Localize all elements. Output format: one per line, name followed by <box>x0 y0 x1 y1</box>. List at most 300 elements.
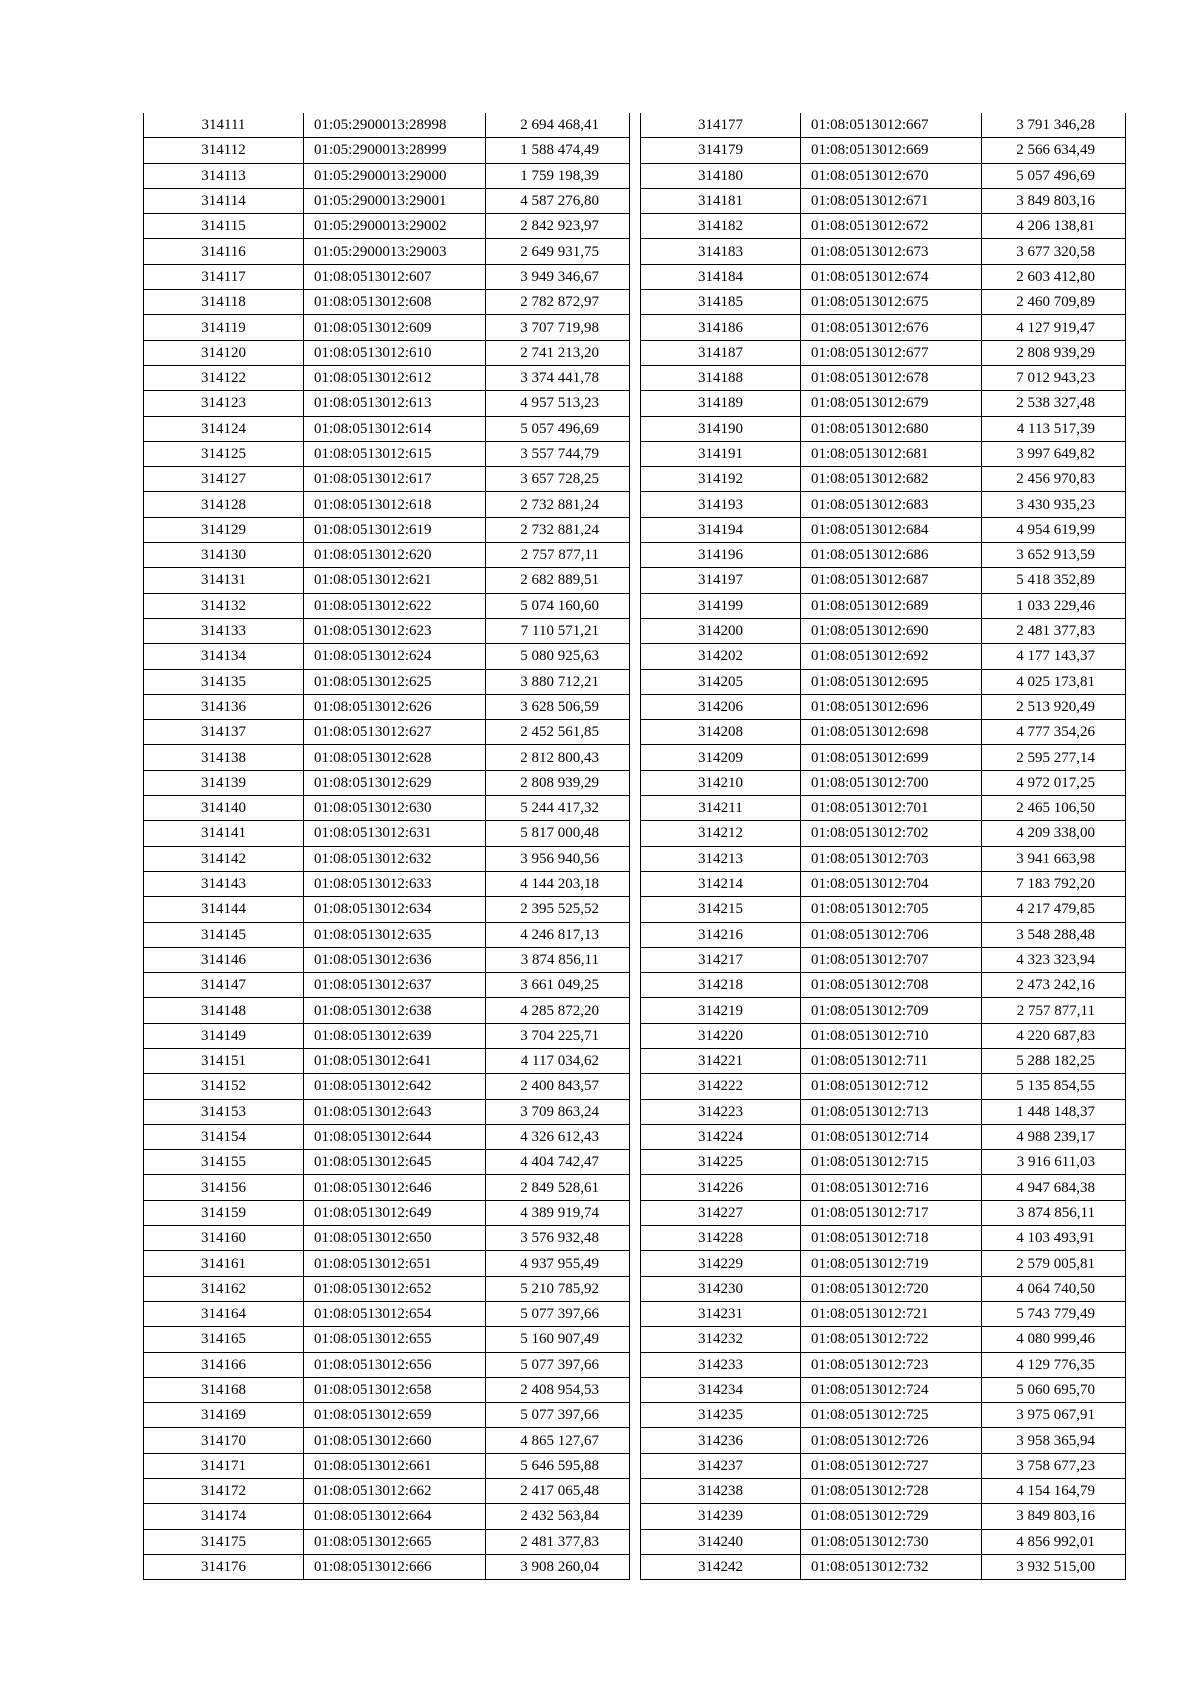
cadastral-number-cell: 01:08:0513012:686 <box>801 543 982 568</box>
row-id-cell: 314164 <box>144 1301 304 1326</box>
table-row <box>641 1175 1126 1200</box>
value-cell: 2 473 242,16 <box>982 973 1126 998</box>
row-id-cell: 314179 <box>641 138 801 163</box>
value-cell: 5 057 496,69 <box>486 416 630 441</box>
value-cell: 2 481 377,83 <box>486 1529 630 1554</box>
value-cell: 3 657 728,25 <box>486 467 630 492</box>
value-cell: 2 400 843,57 <box>486 1074 630 1099</box>
value-cell: 2 757 877,11 <box>486 543 630 568</box>
table-row <box>641 770 1126 795</box>
cadastral-number-cell: 01:08:0513012:656 <box>304 1352 486 1377</box>
table-row <box>641 1301 1126 1326</box>
row-id-cell: 314159 <box>144 1200 304 1225</box>
row-id-cell: 314187 <box>641 340 801 365</box>
table-row <box>144 1327 630 1352</box>
table-row <box>144 467 630 492</box>
table-row <box>144 138 630 163</box>
value-cell: 4 127 919,47 <box>982 315 1126 340</box>
row-id-cell: 314232 <box>641 1327 801 1352</box>
row-id-cell: 314221 <box>641 1048 801 1073</box>
table-row <box>144 1529 630 1554</box>
table-row <box>641 1226 1126 1251</box>
table-row <box>641 517 1126 542</box>
table-row <box>641 871 1126 896</box>
row-id-cell: 314148 <box>144 998 304 1023</box>
cadastral-number-cell: 01:08:0513012:670 <box>801 163 982 188</box>
cadastral-number-cell: 01:08:0513012:643 <box>304 1099 486 1124</box>
cadastral-number-cell: 01:08:0513012:677 <box>801 340 982 365</box>
row-id-cell: 314143 <box>144 871 304 896</box>
cadastral-number-cell: 01:08:0513012:709 <box>801 998 982 1023</box>
row-id-cell: 314137 <box>144 720 304 745</box>
row-id-cell: 314131 <box>144 568 304 593</box>
value-cell: 3 707 719,98 <box>486 315 630 340</box>
value-cell: 2 757 877,11 <box>982 998 1126 1023</box>
row-id-cell: 314228 <box>641 1226 801 1251</box>
value-cell: 5 080 925,63 <box>486 644 630 669</box>
row-id-cell: 314113 <box>144 163 304 188</box>
table-row <box>641 669 1126 694</box>
table-row <box>144 1403 630 1428</box>
cadastral-number-cell: 01:08:0513012:610 <box>304 340 486 365</box>
cadastral-number-cell: 01:08:0513012:669 <box>801 138 982 163</box>
table-row <box>144 922 630 947</box>
cadastral-number-cell: 01:08:0513012:717 <box>801 1200 982 1225</box>
cadastral-number-cell: 01:08:0513012:666 <box>304 1554 486 1579</box>
value-cell: 4 957 513,23 <box>486 391 630 416</box>
cadastral-number-cell: 01:08:0513012:703 <box>801 846 982 871</box>
cadastral-number-cell: 01:08:0513012:716 <box>801 1175 982 1200</box>
table-row <box>641 340 1126 365</box>
value-cell: 4 777 354,26 <box>982 720 1126 745</box>
table-row <box>144 593 630 618</box>
value-cell: 2 732 881,24 <box>486 517 630 542</box>
value-cell: 4 209 338,00 <box>982 821 1126 846</box>
row-id-cell: 314144 <box>144 897 304 922</box>
value-cell: 4 587 276,80 <box>486 188 630 213</box>
value-cell: 4 285 872,20 <box>486 998 630 1023</box>
value-cell: 5 646 595,88 <box>486 1453 630 1478</box>
row-id-cell: 314218 <box>641 973 801 998</box>
table-row <box>641 1377 1126 1402</box>
value-cell: 3 908 260,04 <box>486 1554 630 1579</box>
row-id-cell: 314133 <box>144 618 304 643</box>
table-row <box>641 1479 1126 1504</box>
row-id-cell: 314225 <box>641 1150 801 1175</box>
row-id-cell: 314174 <box>144 1504 304 1529</box>
row-id-cell: 314180 <box>641 163 801 188</box>
table-row <box>641 1352 1126 1377</box>
cadastral-number-cell: 01:08:0513012:676 <box>801 315 982 340</box>
cadastral-number-cell: 01:08:0513012:667 <box>801 113 982 138</box>
value-cell: 2 460 709,89 <box>982 290 1126 315</box>
row-id-cell: 314181 <box>641 188 801 213</box>
value-cell: 2 849 528,61 <box>486 1175 630 1200</box>
cadastral-number-cell: 01:08:0513012:707 <box>801 947 982 972</box>
table-row <box>144 770 630 795</box>
row-id-cell: 314200 <box>641 618 801 643</box>
row-id-cell: 314142 <box>144 846 304 871</box>
value-cell: 2 513 920,49 <box>982 694 1126 719</box>
cadastral-number-cell: 01:08:0513012:627 <box>304 720 486 745</box>
value-cell: 4 154 164,79 <box>982 1479 1126 1504</box>
row-id-cell: 314132 <box>144 593 304 618</box>
value-cell: 4 113 517,39 <box>982 416 1126 441</box>
value-cell: 4 389 919,74 <box>486 1200 630 1225</box>
table-row <box>144 1251 630 1276</box>
row-id-cell: 314172 <box>144 1479 304 1504</box>
cadastral-number-cell: 01:08:0513012:626 <box>304 694 486 719</box>
cadastral-number-cell: 01:08:0513012:714 <box>801 1124 982 1149</box>
cadastral-number-cell: 01:08:0513012:706 <box>801 922 982 947</box>
cadastral-number-cell: 01:08:0513012:630 <box>304 796 486 821</box>
table-row <box>641 315 1126 340</box>
cadastral-number-cell: 01:08:0513012:661 <box>304 1453 486 1478</box>
cadastral-number-cell: 01:08:0513012:635 <box>304 922 486 947</box>
row-id-cell: 314162 <box>144 1276 304 1301</box>
table-row <box>641 1453 1126 1478</box>
value-cell: 5 288 182,25 <box>982 1048 1126 1073</box>
value-cell: 2 842 923,97 <box>486 214 630 239</box>
row-id-cell: 314129 <box>144 517 304 542</box>
row-id-cell: 314135 <box>144 669 304 694</box>
value-cell: 4 865 127,67 <box>486 1428 630 1453</box>
value-cell: 4 103 493,91 <box>982 1226 1126 1251</box>
cadastral-number-cell: 01:08:0513012:727 <box>801 1453 982 1478</box>
value-cell: 3 758 677,23 <box>982 1453 1126 1478</box>
table-row <box>144 973 630 998</box>
value-cell: 5 743 779,49 <box>982 1301 1126 1326</box>
cadastral-number-cell: 01:08:0513012:649 <box>304 1200 486 1225</box>
value-cell: 3 709 863,24 <box>486 1099 630 1124</box>
cadastral-number-cell: 01:08:0513012:607 <box>304 264 486 289</box>
row-id-cell: 314140 <box>144 796 304 821</box>
table-row <box>144 1352 630 1377</box>
value-cell: 2 456 970,83 <box>982 467 1126 492</box>
cadastral-number-cell: 01:08:0513012:644 <box>304 1124 486 1149</box>
table-row <box>641 391 1126 416</box>
table-row <box>144 188 630 213</box>
table-row <box>144 517 630 542</box>
value-cell: 4 972 017,25 <box>982 770 1126 795</box>
table-row <box>144 871 630 896</box>
value-cell: 4 117 034,62 <box>486 1048 630 1073</box>
value-cell: 4 064 740,50 <box>982 1276 1126 1301</box>
row-id-cell: 314112 <box>144 138 304 163</box>
value-cell: 5 057 496,69 <box>982 163 1126 188</box>
row-id-cell: 314216 <box>641 922 801 947</box>
table-row <box>641 593 1126 618</box>
row-id-cell: 314220 <box>641 1023 801 1048</box>
row-id-cell: 314206 <box>641 694 801 719</box>
cadastral-number-cell: 01:08:0513012:622 <box>304 593 486 618</box>
row-id-cell: 314170 <box>144 1428 304 1453</box>
table-row <box>641 947 1126 972</box>
row-id-cell: 314240 <box>641 1529 801 1554</box>
table-row <box>641 113 1126 138</box>
cadastral-number-cell: 01:08:0513012:690 <box>801 618 982 643</box>
row-id-cell: 314229 <box>641 1251 801 1276</box>
cadastral-number-cell: 01:08:0513012:632 <box>304 846 486 871</box>
value-cell: 5 135 854,55 <box>982 1074 1126 1099</box>
row-id-cell: 314183 <box>641 239 801 264</box>
cadastral-number-cell: 01:08:0513012:619 <box>304 517 486 542</box>
row-id-cell: 314211 <box>641 796 801 821</box>
table-row <box>144 1124 630 1149</box>
cadastral-number-cell: 01:08:0513012:633 <box>304 871 486 896</box>
cadastral-number-cell: 01:08:0513012:613 <box>304 391 486 416</box>
row-id-cell: 314230 <box>641 1276 801 1301</box>
cadastral-number-cell: 01:08:0513012:699 <box>801 745 982 770</box>
cadastral-number-cell: 01:08:0513012:651 <box>304 1251 486 1276</box>
value-cell: 5 060 695,70 <box>982 1377 1126 1402</box>
table-row <box>144 1175 630 1200</box>
value-cell: 2 732 881,24 <box>486 492 630 517</box>
value-cell: 4 404 742,47 <box>486 1150 630 1175</box>
row-id-cell: 314210 <box>641 770 801 795</box>
cadastral-number-cell: 01:08:0513012:672 <box>801 214 982 239</box>
value-cell: 3 374 441,78 <box>486 365 630 390</box>
row-id-cell: 314190 <box>641 416 801 441</box>
row-id-cell: 314222 <box>641 1074 801 1099</box>
table-row <box>641 467 1126 492</box>
table-row <box>641 264 1126 289</box>
value-cell: 4 947 684,38 <box>982 1175 1126 1200</box>
cadastral-number-cell: 01:08:0513012:650 <box>304 1226 486 1251</box>
table-row <box>144 1504 630 1529</box>
cadastral-number-cell: 01:08:0513012:710 <box>801 1023 982 1048</box>
cadastral-number-cell: 01:08:0513012:708 <box>801 973 982 998</box>
cadastral-number-cell: 01:08:0513012:631 <box>304 821 486 846</box>
table-row <box>144 618 630 643</box>
value-cell: 1 448 148,37 <box>982 1099 1126 1124</box>
cadastral-number-cell: 01:08:0513012:674 <box>801 264 982 289</box>
table-row <box>641 846 1126 871</box>
row-id-cell: 314185 <box>641 290 801 315</box>
value-cell: 3 874 856,11 <box>982 1200 1126 1225</box>
table-row <box>641 492 1126 517</box>
row-id-cell: 314199 <box>641 593 801 618</box>
value-cell: 3 557 744,79 <box>486 441 630 466</box>
cadastral-number-cell: 01:08:0513012:689 <box>801 593 982 618</box>
table-row <box>641 618 1126 643</box>
value-cell: 1 759 198,39 <box>486 163 630 188</box>
table-row <box>144 644 630 669</box>
row-id-cell: 314175 <box>144 1529 304 1554</box>
row-id-cell: 314215 <box>641 897 801 922</box>
row-id-cell: 314189 <box>641 391 801 416</box>
cadastral-number-cell: 01:08:0513012:645 <box>304 1150 486 1175</box>
table-row <box>641 694 1126 719</box>
table-row <box>641 1251 1126 1276</box>
row-id-cell: 314151 <box>144 1048 304 1073</box>
row-id-cell: 314227 <box>641 1200 801 1225</box>
value-cell: 2 432 563,84 <box>486 1504 630 1529</box>
table-row <box>144 163 630 188</box>
cadastral-number-cell: 01:08:0513012:642 <box>304 1074 486 1099</box>
cadastral-number-cell: 01:05:2900013:29000 <box>304 163 486 188</box>
row-id-cell: 314219 <box>641 998 801 1023</box>
value-cell: 2 649 931,75 <box>486 239 630 264</box>
cadastral-number-cell: 01:08:0513012:704 <box>801 871 982 896</box>
row-id-cell: 314234 <box>641 1377 801 1402</box>
value-cell: 3 997 649,82 <box>982 441 1126 466</box>
cadastral-number-cell: 01:08:0513012:665 <box>304 1529 486 1554</box>
table-row <box>641 239 1126 264</box>
cadastral-number-cell: 01:08:0513012:725 <box>801 1403 982 1428</box>
value-cell: 4 144 203,18 <box>486 871 630 896</box>
cadastral-number-cell: 01:08:0513012:638 <box>304 998 486 1023</box>
table-row <box>641 441 1126 466</box>
cadastral-number-cell: 01:08:0513012:712 <box>801 1074 982 1099</box>
value-cell: 5 210 785,92 <box>486 1276 630 1301</box>
cadastral-number-cell: 01:08:0513012:646 <box>304 1175 486 1200</box>
table-row <box>641 1276 1126 1301</box>
value-cell: 4 954 619,99 <box>982 517 1126 542</box>
cadastral-number-cell: 01:08:0513012:720 <box>801 1276 982 1301</box>
value-cell: 2 579 005,81 <box>982 1251 1126 1276</box>
table-row <box>641 720 1126 745</box>
cadastral-number-cell: 01:05:2900013:28999 <box>304 138 486 163</box>
table-row <box>144 998 630 1023</box>
row-id-cell: 314165 <box>144 1327 304 1352</box>
value-cell: 4 217 479,85 <box>982 897 1126 922</box>
value-cell: 4 988 239,17 <box>982 1124 1126 1149</box>
cadastral-number-cell: 01:08:0513012:659 <box>304 1403 486 1428</box>
cadastral-number-cell: 01:05:2900013:29001 <box>304 188 486 213</box>
row-id-cell: 314214 <box>641 871 801 896</box>
table-row <box>641 745 1126 770</box>
row-id-cell: 314193 <box>641 492 801 517</box>
value-cell: 2 395 525,52 <box>486 897 630 922</box>
cadastral-number-cell: 01:08:0513012:662 <box>304 1479 486 1504</box>
cadastral-number-cell: 01:08:0513012:723 <box>801 1352 982 1377</box>
table-row <box>641 290 1126 315</box>
row-id-cell: 314196 <box>641 543 801 568</box>
table-row <box>641 138 1126 163</box>
row-id-cell: 314176 <box>144 1554 304 1579</box>
row-id-cell: 314117 <box>144 264 304 289</box>
cadastral-number-cell: 01:08:0513012:698 <box>801 720 982 745</box>
value-cell: 2 417 065,48 <box>486 1479 630 1504</box>
row-id-cell: 314145 <box>144 922 304 947</box>
row-id-cell: 314138 <box>144 745 304 770</box>
row-id-cell: 314146 <box>144 947 304 972</box>
table-row <box>144 846 630 871</box>
cadastral-number-cell: 01:08:0513012:608 <box>304 290 486 315</box>
value-cell: 3 975 067,91 <box>982 1403 1126 1428</box>
value-cell: 5 077 397,66 <box>486 1301 630 1326</box>
cadastral-number-cell: 01:05:2900013:28998 <box>304 113 486 138</box>
value-cell: 7 110 571,21 <box>486 618 630 643</box>
row-id-cell: 314128 <box>144 492 304 517</box>
value-cell: 2 808 939,29 <box>982 340 1126 365</box>
value-cell: 3 576 932,48 <box>486 1226 630 1251</box>
table-row <box>144 264 630 289</box>
table-row <box>641 897 1126 922</box>
cadastral-number-cell: 01:08:0513012:675 <box>801 290 982 315</box>
cadastral-number-cell: 01:08:0513012:683 <box>801 492 982 517</box>
cadastral-number-cell: 01:08:0513012:715 <box>801 1150 982 1175</box>
row-id-cell: 314238 <box>641 1479 801 1504</box>
cadastral-number-cell: 01:08:0513012:660 <box>304 1428 486 1453</box>
table-row <box>144 947 630 972</box>
row-id-cell: 314125 <box>144 441 304 466</box>
table-row <box>144 1377 630 1402</box>
row-id-cell: 314111 <box>144 113 304 138</box>
table-row <box>144 492 630 517</box>
row-id-cell: 314231 <box>641 1301 801 1326</box>
cadastral-number-cell: 01:08:0513012:728 <box>801 1479 982 1504</box>
cadastral-number-cell: 01:05:2900013:29003 <box>304 239 486 264</box>
table-row <box>641 922 1126 947</box>
table-row <box>144 1226 630 1251</box>
cadastral-number-cell: 01:08:0513012:609 <box>304 315 486 340</box>
table-row <box>144 214 630 239</box>
row-id-cell: 314141 <box>144 821 304 846</box>
table-row <box>144 1428 630 1453</box>
table-row <box>641 365 1126 390</box>
value-cell: 4 220 687,83 <box>982 1023 1126 1048</box>
table-row <box>144 1554 630 1579</box>
table-row <box>144 1074 630 1099</box>
value-cell: 3 849 803,16 <box>982 1504 1126 1529</box>
cadastral-number-cell: 01:08:0513012:673 <box>801 239 982 264</box>
row-id-cell: 314217 <box>641 947 801 972</box>
table-row <box>641 1124 1126 1149</box>
value-cell: 2 408 954,53 <box>486 1377 630 1402</box>
cadastral-number-cell: 01:08:0513012:614 <box>304 416 486 441</box>
cadastral-number-cell: 01:08:0513012:621 <box>304 568 486 593</box>
row-id-cell: 314209 <box>641 745 801 770</box>
table-row <box>144 897 630 922</box>
cadastral-number-cell: 01:08:0513012:618 <box>304 492 486 517</box>
cadastral-number-cell: 01:08:0513012:664 <box>304 1504 486 1529</box>
value-cell: 5 074 160,60 <box>486 593 630 618</box>
row-id-cell: 314127 <box>144 467 304 492</box>
table-row <box>641 1200 1126 1225</box>
value-cell: 3 652 913,59 <box>982 543 1126 568</box>
row-id-cell: 314242 <box>641 1554 801 1579</box>
row-id-cell: 314194 <box>641 517 801 542</box>
cadastral-number-cell: 01:08:0513012:671 <box>801 188 982 213</box>
value-cell: 2 566 634,49 <box>982 138 1126 163</box>
cadastral-number-cell: 01:08:0513012:629 <box>304 770 486 795</box>
row-id-cell: 314155 <box>144 1150 304 1175</box>
row-id-cell: 314197 <box>641 568 801 593</box>
value-cell: 4 246 817,13 <box>486 922 630 947</box>
table-row <box>144 239 630 264</box>
row-id-cell: 314154 <box>144 1124 304 1149</box>
cadastral-number-cell: 01:08:0513012:719 <box>801 1251 982 1276</box>
cadastral-number-cell: 01:08:0513012:696 <box>801 694 982 719</box>
table-row <box>144 1048 630 1073</box>
table-row <box>144 441 630 466</box>
cadastral-number-cell: 01:08:0513012:624 <box>304 644 486 669</box>
cadastral-number-cell: 01:08:0513012:680 <box>801 416 982 441</box>
table-row <box>641 973 1126 998</box>
cadastral-number-cell: 01:08:0513012:687 <box>801 568 982 593</box>
table-row <box>144 340 630 365</box>
value-cell: 1 588 474,49 <box>486 138 630 163</box>
value-cell: 4 025 173,81 <box>982 669 1126 694</box>
table-row <box>144 1023 630 1048</box>
value-cell: 4 326 612,43 <box>486 1124 630 1149</box>
cadastral-number-cell: 01:08:0513012:700 <box>801 770 982 795</box>
table-row <box>641 1428 1126 1453</box>
cadastral-number-cell: 01:08:0513012:732 <box>801 1554 982 1579</box>
value-cell: 3 932 515,00 <box>982 1554 1126 1579</box>
